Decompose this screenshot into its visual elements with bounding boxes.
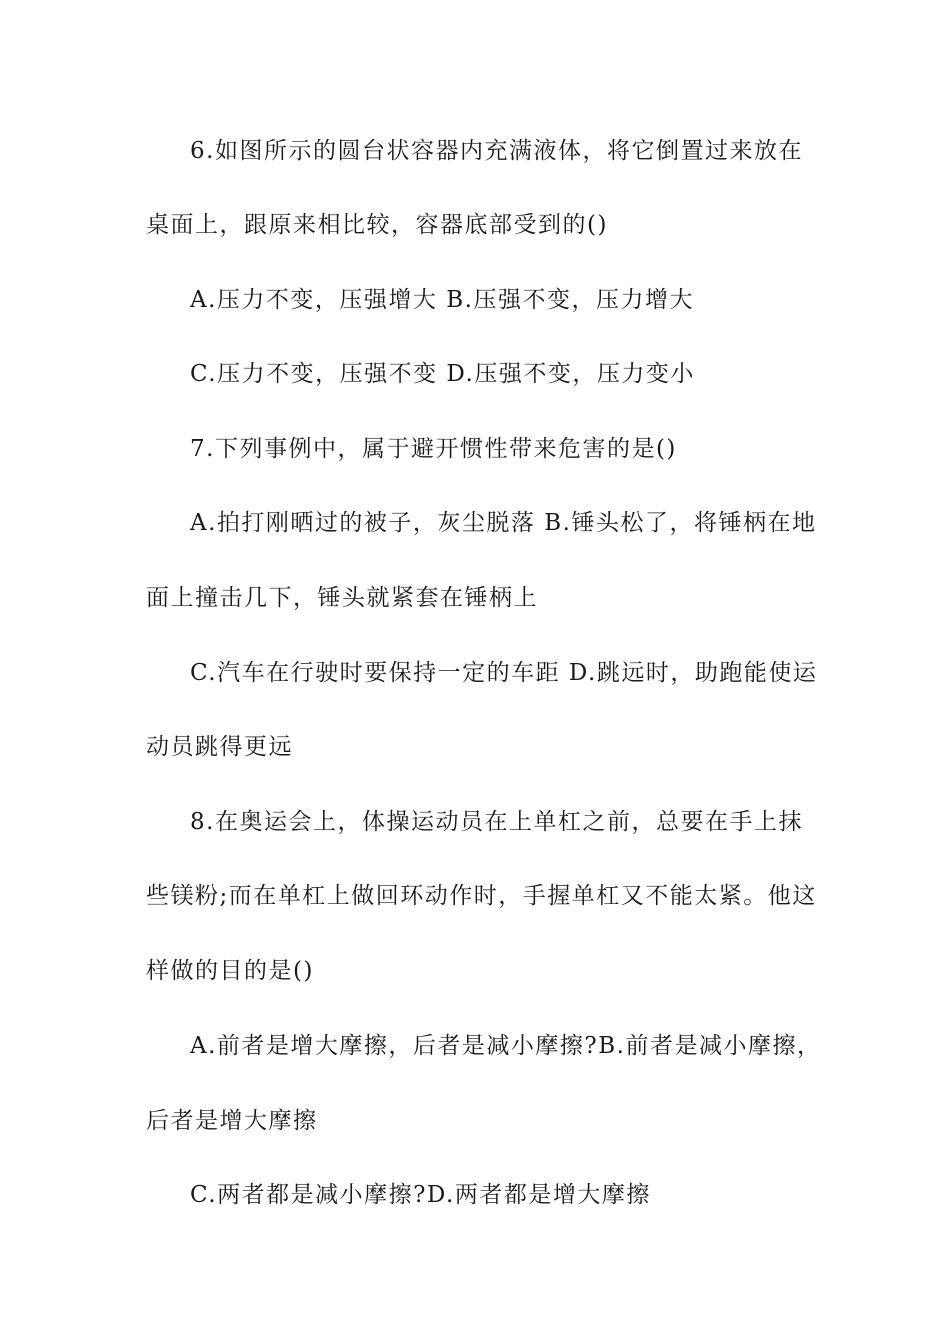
question-8-options-ab-line-1: A.前者是增大摩擦，后者是减小摩擦?B.前者是减小摩擦，: [190, 1033, 822, 1059]
question-7-options-cd-line-1: C.汽车在行驶时要保持一定的车距 D.跳远时，助跑能使运: [190, 660, 818, 686]
question-8-options-ab-line-2: 后者是增大摩擦: [146, 1108, 318, 1134]
question-8-options-cd: C.两者都是减小摩擦?D.两者都是增大摩擦: [190, 1182, 651, 1208]
question-6-options-cd: C.压力不变，压强不变 D.压强不变，压力变小: [190, 361, 695, 387]
question-8-stem-line-2: 些镁粉;而在单杠上做回环动作时，手握单杠又不能太紧。他这: [146, 883, 817, 909]
question-7-options-cd-line-2: 动员跳得更远: [146, 734, 293, 760]
question-8-stem-line-1: 8.在奥运会上，体操运动员在上单杠之前，总要在手上抹: [190, 809, 803, 835]
question-6-stem-line-1: 6.如图所示的圆台状容器内充满液体，将它倒置过来放在: [190, 138, 803, 164]
question-7-stem: 7.下列事例中，属于避开惯性带来危害的是(): [190, 436, 677, 462]
question-8-stem-line-3: 样做的目的是(): [146, 958, 314, 984]
question-6-options-ab: A.压力不变，压强增大 B.压强不变，压力增大: [190, 287, 694, 313]
question-7-options-ab-line-2: 面上撞击几下，锤头就紧套在锤柄上: [146, 585, 538, 611]
question-7-options-ab-line-1: A.拍打刚晒过的被子，灰尘脱落 B.锤头松了，将锤柄在地: [190, 510, 817, 536]
question-6-stem-line-2: 桌面上，跟原来相比较，容器底部受到的(): [146, 212, 608, 238]
